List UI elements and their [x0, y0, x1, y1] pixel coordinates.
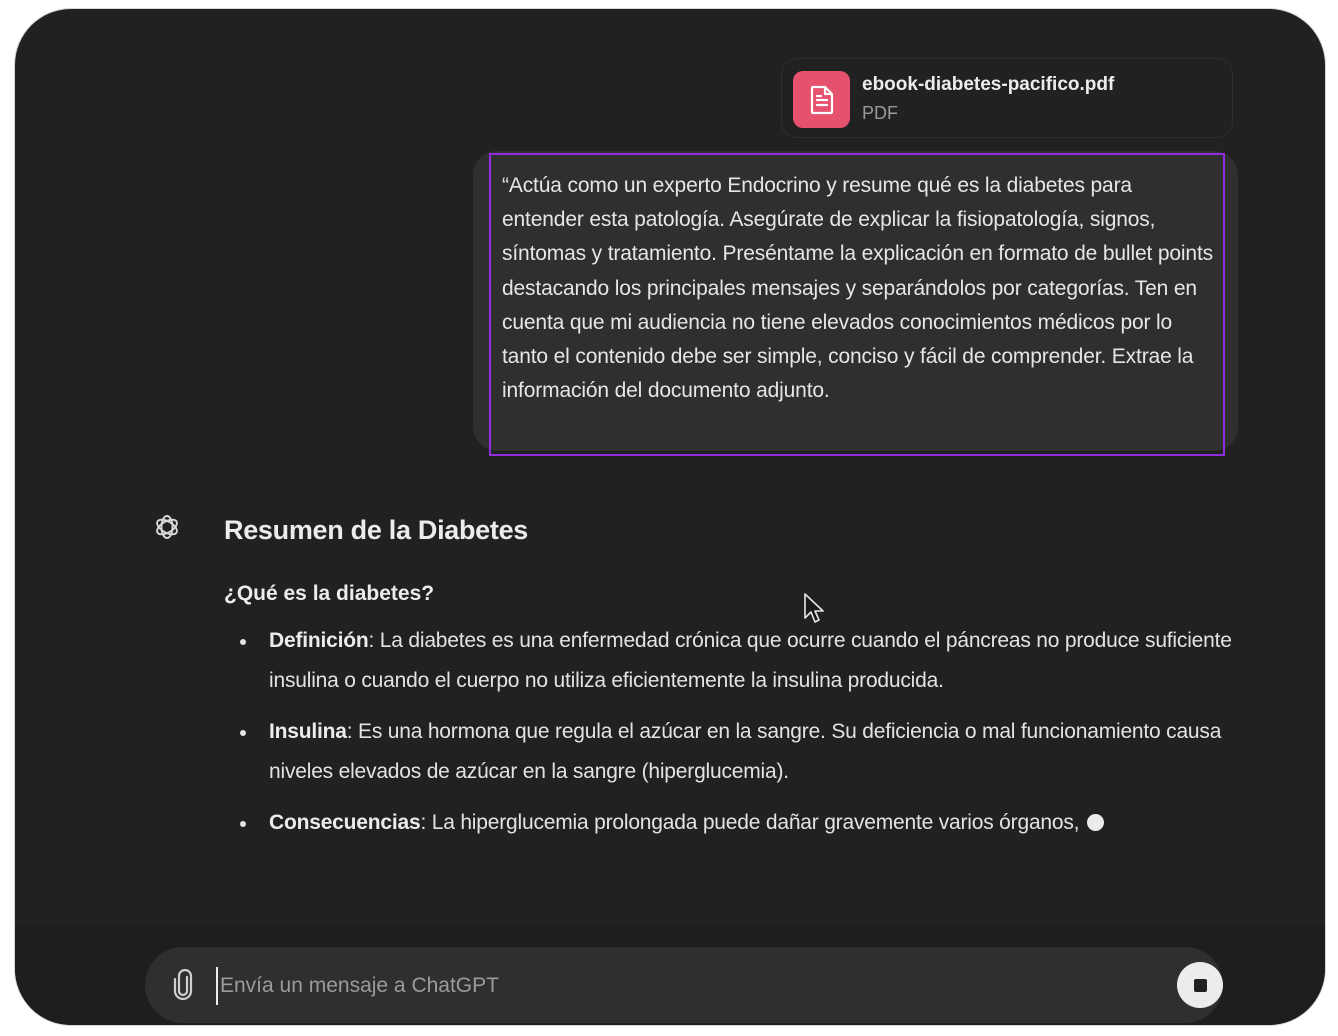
openai-logo-icon — [149, 509, 185, 545]
bullet-text: : La diabetes es una enfermedad crónica que ocurre cuando el páncreas no produce suficiente insulina o cuando el cuerpo no utiliza eficientemente la insulina producida. — [269, 629, 1232, 692]
list-item — [224, 712, 1254, 792]
mouse-cursor-icon — [803, 592, 827, 626]
bullet-term: Definición — [269, 629, 369, 652]
list-item — [224, 621, 1254, 701]
bullet-text: : Es una hormona que regula el azúcar en la sangre. Su deficiencia o mal funcionamiento causa niveles elevados de azúcar en la sangre (hiperglucemia). — [269, 720, 1222, 783]
response-bullet-list — [224, 621, 1254, 854]
bullet-term: Consecuencias — [269, 811, 421, 834]
typing-indicator — [1087, 814, 1104, 831]
bullet-term: Insulina — [269, 720, 347, 743]
message-input[interactable] — [216, 967, 1122, 1005]
paperclip-icon[interactable] — [171, 969, 197, 1001]
response-title: Resumen de la Diabetes — [224, 515, 529, 545]
document-icon — [793, 71, 850, 128]
response-subtitle: ¿Qué es la diabetes? — [224, 582, 435, 605]
bullet-dot — [240, 821, 246, 827]
bullet-dot — [240, 639, 246, 645]
attachment-file-name: ebook-diabetes-pacifico.pdf — [862, 74, 1115, 95]
message-composer — [145, 947, 1223, 1023]
attachment-file-type: PDF — [862, 103, 898, 123]
stop-button[interactable] — [1177, 962, 1223, 1008]
bullet-dot — [240, 730, 246, 736]
chat-window — [15, 9, 1325, 1025]
stop-icon — [1194, 979, 1207, 992]
list-item — [224, 803, 1254, 843]
user-message-text: “Actúa como un experto Endocrino y resume qué es la diabetes para entender esta patología. Asegúrate de explicar la fisiopatología, signos, síntomas y tratamiento. Preséntame la explicación en formato de bullet points destacando los principales mensajes y separándolos por categorías. Ten en cuenta que mi audiencia no tiene elevados conocimientos médicos por lo tanto el contenido debe ser simple, conciso y fácil de comprender. Extrae la información del documento adjunto. — [489, 153, 1225, 456]
bullet-text: : La hiperglucemia prolongada puede dañar gravemente varios órganos, — [420, 811, 1080, 834]
attachment-card[interactable] — [781, 58, 1233, 138]
